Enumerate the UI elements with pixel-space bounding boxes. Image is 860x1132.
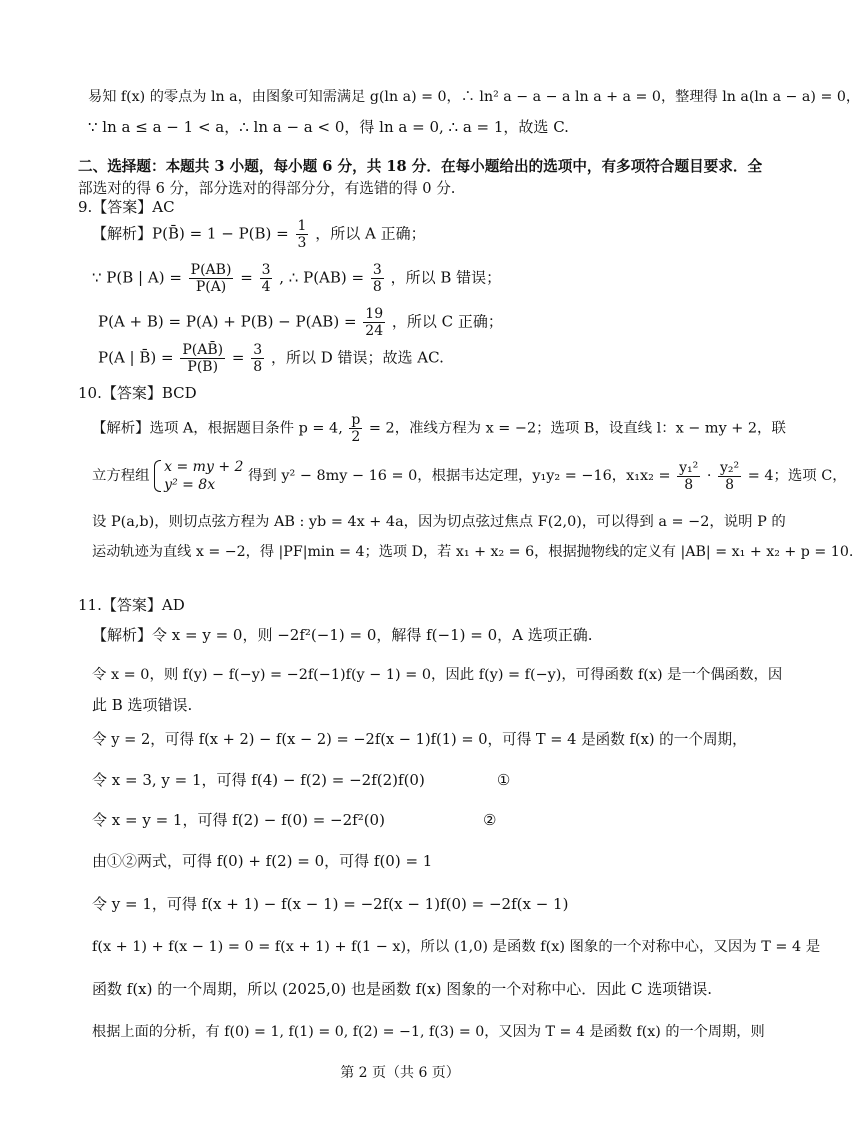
q10-analysis-line-4: 运动轨迹为直线 x = −2，得 |PF|min = 4；选项 D，若 x₁ + x₂ = 6，根据抛物线的定义有 |AB| = x₁ + x₂ + p = 10.: [92, 544, 854, 560]
q9-answer: 9.【答案】AC: [78, 198, 175, 216]
q9-analysis-line-1: 【解析】P(B̄) = 1 − P(B) = $\frac{1}{3}$ ，所以 A 正确；: [92, 218, 426, 251]
q9-l1-text: 【解析】P(B̄) = 1 − P(B) =: [92, 224, 289, 243]
q11-line-8: 令 y = 1，可得 f(x + 1) − f(x − 1) = −2f(x − 1)f(0) = −2f(x − 1): [92, 895, 569, 913]
circled-mark-2: ②: [482, 811, 497, 829]
equation-system: x = my + 2 y² = 8x: [154, 458, 243, 494]
q11-line-9: f(x + 1) + f(x − 1) = 0 = f(x + 1) + f(1 − x)，所以 (1,0) 是函数 f(x) 图象的一个对称中心，又因为 T = 4 是: [92, 939, 821, 955]
intro-line-2: ∵ ln a ≤ a − 1 < a，∴ ln a − a < 0，得 ln a = 0, ∴ a = 1，故选 C.: [88, 118, 569, 136]
q11-line-3: 此 B 选项错误.: [92, 696, 193, 714]
q10-answer: 10.【答案】BCD: [78, 384, 197, 402]
q10-analysis-line-3: 设 P(a,b)，则切点弦方程为 AB : yb = 4x + 4a，因为切点弦过焦点 F(2,0)，可以得到 a = −2，说明 P 的: [92, 514, 786, 530]
q11-line-11: 根据上面的分析，有 f(0) = 1, f(1) = 0, f(2) = −1, f(3) = 0，又因为 T = 4 是函数 f(x) 的一个周期，则: [92, 1024, 765, 1040]
q9-analysis-line-2: ∵ P(B | A) = $\frac{P(AB)}{P(A)}$ = $\frac{3}{4}$ , ∴ P(AB) = $\frac{3}{8}$ ，所以 B 错误；: [92, 262, 502, 295]
intro-line-1: 易知 f(x) 的零点为 ln a，由图象可知需满足 g(ln a) = 0，∴ ln² a − a − a ln a + a = 0，整理得 ln a(ln a − a) = 0，: [88, 89, 860, 105]
q11-line-7: 由①②两式，可得 f(0) + f(2) = 0，可得 f(0) = 1: [92, 852, 433, 870]
q11-line-4: 令 y = 2，可得 f(x + 2) − f(x − 2) = −2f(x − 1)f(1) = 0，可得 T = 4 是函数 f(x) 的一个周期，: [92, 731, 747, 748]
q11-line-10: 函数 f(x) 的一个周期，所以 (2025,0) 也是函数 f(x) 图象的一个对称中心．因此 C 选项错误.: [92, 980, 713, 998]
section-2-heading-line-1: 二、选择题：本题共 3 小题，每小题 6 分，共 18 分．在每小题给出的选项中，有多项符合题目要求．全: [78, 158, 763, 175]
section-2-heading-line-2: 部选对的得 6 分，部分选对的得部分分，有选错的得 0 分.: [78, 180, 456, 197]
q10-analysis-line-2: 立方程组 x = my + 2 y² = 8x 得到 y² − 8my − 16 = 0，根据韦达定理，y₁y₂ = −16，x₁x₂ = $\frac{\text{y₁²}}{8}$ · $\frac{\text{y₂²}}{8}$ = 4；选项 C，: [92, 459, 847, 493]
q11-answer: 11.【答案】AD: [78, 596, 185, 614]
page-footer: 第 2 页（共 6 页）: [340, 1065, 460, 1081]
q9-analysis-line-3: P(A + B) = P(A) + P(B) − P(AB) = $\frac{19}{24}$ ，所以 C 正确；: [98, 306, 503, 339]
circled-mark-1: ①: [496, 771, 511, 789]
q11-line-5: 令 x = 3, y = 1，可得 f(4) − f(2) = −2f(2)f(0) ①: [92, 771, 511, 789]
q9-analysis-line-4: P(A | B̄) = $\frac{P(AB̄)}{P(B̄)}$ = $\frac{3}{8}$ ，所以 D 错误；故选 AC.: [98, 342, 444, 375]
q11-line-2: 令 x = 0，则 f(y) − f(−y) = −2f(−1)f(y − 1) = 0，因此 f(y) = f(−y)，可得函数 f(x) 是一个偶函数，因: [92, 667, 783, 683]
q11-line-1: 【解析】令 x = y = 0，则 −2f²(−1) = 0，解得 f(−1) = 0，A 选项正确.: [92, 626, 593, 644]
q10-analysis-line-1: 【解析】选项 A，根据题目条件 p = 4, $\frac{p}{2}$ = 2，准线方程为 x = −2；选项 B，设直线 l：x − my + 2，联: [92, 412, 786, 445]
q9-l1-fraction: $\frac{1}{3}$: [297, 218, 307, 251]
q11-line-6: 令 x = y = 1，可得 f(2) − f(0) = −2f²(0) ②: [92, 811, 497, 829]
